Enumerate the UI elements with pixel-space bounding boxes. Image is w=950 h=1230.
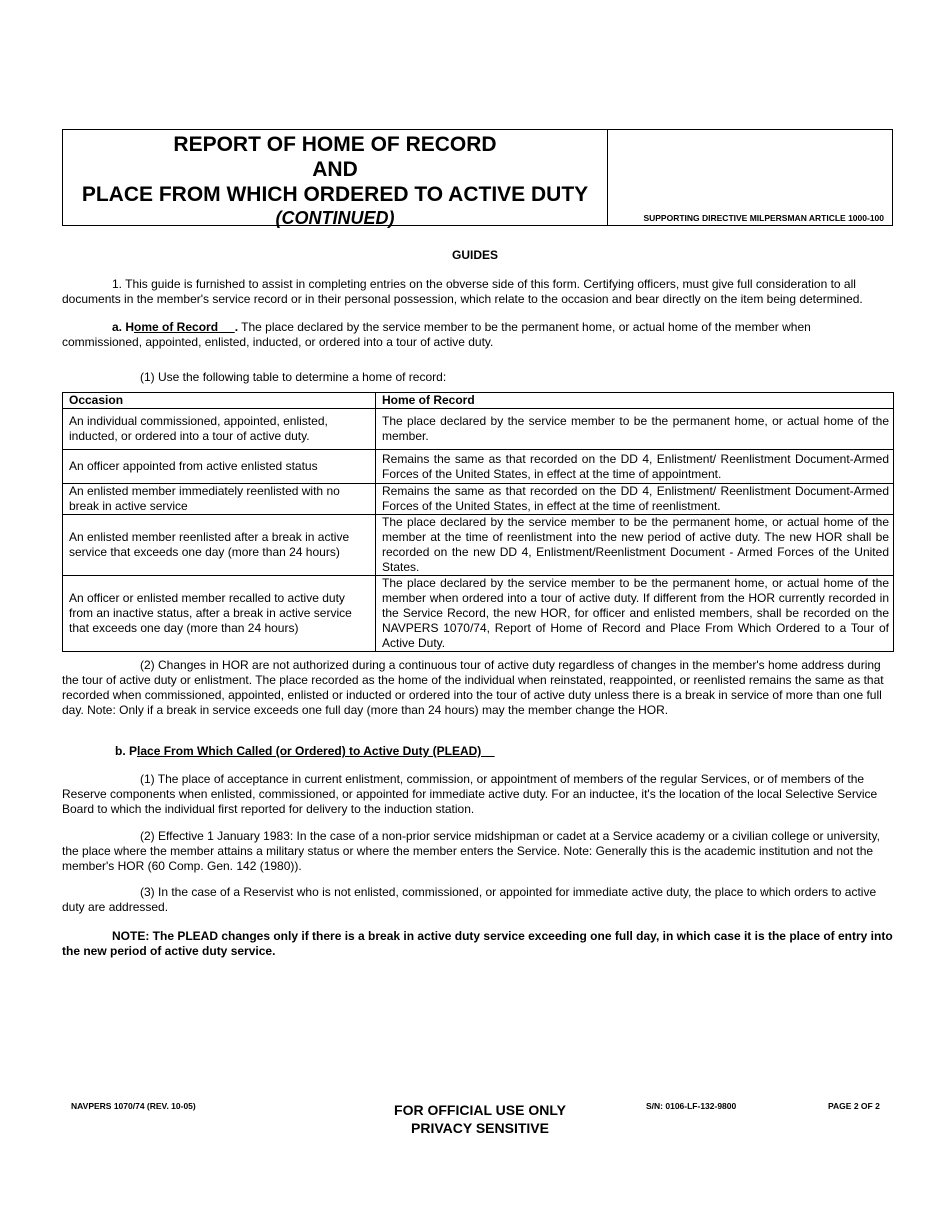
occasion-cell: An officer or enlisted member recalled to active duty from an inactive status, after a break in active service that exceeds one day (more than 24 hours) — [63, 576, 376, 652]
occasion-cell: An enlisted member reenlisted after a break in active service that exceeds one day (more than 24 hours) — [63, 515, 376, 576]
header-box — [62, 129, 893, 226]
title-line-3: PLACE FROM WHICH ORDERED TO ACTIVE DUTY — [81, 183, 589, 206]
home-of-record-cell: Remains the same as that recorded on the DD 4, Enlistment/ Reenlistment Document-Armed Forces of the United States, in effect at the time of reenlistment. — [376, 484, 894, 515]
plead-note — [62, 929, 893, 959]
hor-changes-paragraph — [62, 658, 893, 718]
home-of-record-cell: Remains the same as that recorded on the DD 4, Enlistment/ Reenlistment Document-Armed Forces of the United States, in effect at the time of appointment. — [376, 450, 894, 484]
title-subtitle: (CONTINUED) — [275, 208, 395, 228]
table-row — [63, 576, 894, 652]
supporting-directive: SUPPORTING DIRECTIVE MILPERSMAN ARTICLE 1000-100 — [643, 213, 884, 223]
occasion-cell: An individual commissioned, appointed, enlisted, inducted, or ordered into a tour of active duty. — [63, 409, 376, 450]
guide-paragraph-1-text: 1. This guide is furnished to assist in completing entries on the obverse side of this form. Certifying officers, must give full consideration to all documents in the member's service record or in their personal possession, which relate to the occasion and bear directly on the item being determined. — [62, 277, 863, 306]
section-a-text: The place declared by the service member to be the permanent home, or actual home of the member when commissioned, appointed, enlisted, inducted, or ordered into a tour of active duty. — [62, 320, 811, 349]
title-line-2: AND — [312, 158, 358, 181]
table-row — [63, 515, 894, 576]
form-number: NAVPERS 1070/74 (REV. 10-05) — [71, 1101, 196, 1111]
serial-number: S/N: 0106-LF-132-9800 — [646, 1101, 737, 1111]
table-row — [63, 450, 894, 484]
table-header-row — [63, 393, 894, 409]
plead-paragraph-2-text: (2) Effective 1 January 1983: In the case of a non-prior service midshipman or cadet at a Service academy or a civilian college or university, the place where the member attains a military status or where the member enters the Service. Note: Generally this is the academic institution and not the member's HOR (60 Comp. Gen. 142 (1980)). — [62, 829, 880, 873]
table-intro: (1) Use the following table to determine a home of record: — [140, 370, 447, 384]
section-b-label: b. P — [115, 744, 138, 758]
plead-paragraph-2 — [62, 829, 893, 874]
plead-paragraph-3 — [62, 885, 893, 915]
plead-paragraph-1-text: (1) The place of acceptance in current enlistment, commission, or appointment of members of the regular Services, or of members of the Reserve components when enlisted, commissioned, or appointed for immediate active duty. For an inductee, it's the location of the local Selective Service Board to which the individual first reported for delivery to the induction station. — [62, 772, 878, 816]
home-of-record-table — [62, 392, 894, 652]
hor-changes-text: (2) Changes in HOR are not authorized during a continuous tour of active duty regardless of changes in the member's home address during the tour of active duty or enlistment. The place recorded as the home of the individual when reinstated, reappointed, or reenlisted remains the same as that recorded when commissioned, appointed, enlisted or inducted or ordered into the tour of active duty unless there is a break in service of more than one full day. Note: Only if a break in service exceeds one full day (more than 24 hours) may the member change the HOR. — [62, 658, 884, 717]
plead-paragraph-1 — [62, 772, 893, 817]
section-b-heading — [62, 744, 893, 759]
page-number: PAGE 2 OF 2 — [828, 1101, 880, 1111]
guide-paragraph-1 — [62, 277, 893, 307]
home-of-record-cell: The place declared by the service member to be the permanent home, or actual home of the member when ordered into a tour of active duty. If different from the HOR currently recorded in the Service Record, the new HOR, for officer and enlisted members, shall be recorded on the NAVPERS 1070/74, Report of Home of Record and Place From Which Ordered to a Tour of Active Duty. — [376, 576, 894, 652]
home-of-record-cell: The place declared by the service member to be the permanent home, or actual home of the member. — [376, 409, 894, 450]
table-row — [63, 409, 894, 450]
title-line-1: REPORT OF HOME OF RECORD — [173, 133, 497, 156]
table-header-occasion: Occasion — [63, 393, 376, 409]
occasion-cell: An enlisted member immediately reenlisted with no break in active service — [63, 484, 376, 515]
table-row — [63, 484, 894, 515]
section-b-title: lace From Which Called (or Ordered) to Active Duty (PLEAD) — [137, 744, 495, 758]
plead-paragraph-3-text: (3) In the case of a Reservist who is not enlisted, commissioned, or appointed for immediate active duty, the place to which orders to active duty are addressed. — [62, 885, 877, 914]
plead-note-text: NOTE: The PLEAD changes only if there is a break in active duty service exceeding one full day, in which case it is the place of entry into the new period of active duty service. — [62, 929, 893, 958]
section-a-title: ome of Record — [134, 320, 235, 334]
title-block — [63, 130, 608, 228]
official-use-line: FOR OFFICIAL USE ONLY — [394, 1102, 566, 1118]
section-a — [62, 320, 893, 350]
home-of-record-cell: The place declared by the service member to be the permanent home, or actual home of the member at the time of reenlistment into the new period of active duty. The new HOR shall be recorded on the new DD 4, Enlistment/Reenlistment Document - Armed Forces of the United States. — [376, 515, 894, 576]
privacy-sensitive-line: PRIVACY SENSITIVE — [411, 1120, 549, 1136]
section-a-label: a. H — [112, 320, 135, 334]
privacy-notice — [330, 1101, 630, 1137]
occasion-cell: An officer appointed from active enlisted status — [63, 450, 376, 484]
table-header-home-of-record: Home of Record — [376, 393, 894, 409]
section-a-dot: . — [234, 320, 239, 334]
guides-heading: GUIDES — [451, 248, 498, 262]
directive-block — [608, 130, 892, 225]
